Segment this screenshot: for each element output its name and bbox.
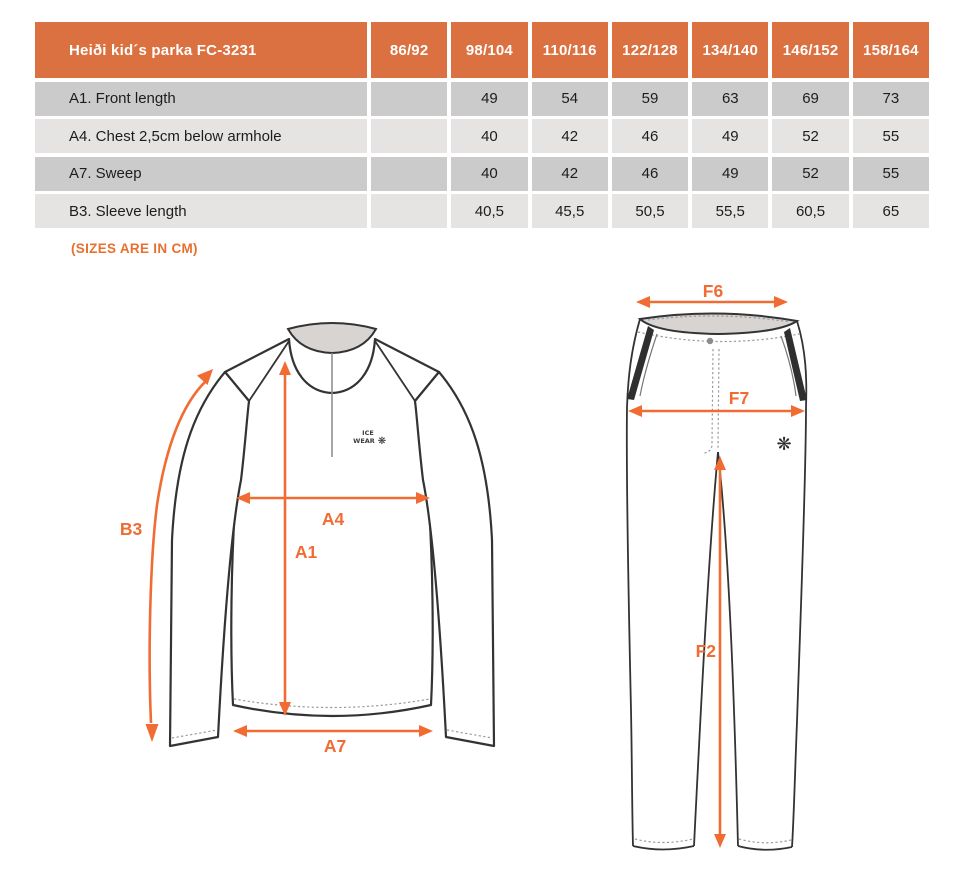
size-col-header: 110/116 bbox=[532, 22, 608, 78]
size-col-header: 86/92 bbox=[371, 22, 447, 78]
size-col-header: 134/140 bbox=[692, 22, 768, 78]
table-cell: 60,5 bbox=[772, 194, 848, 228]
size-col-header: 146/152 bbox=[772, 22, 848, 78]
table-cell: 52 bbox=[772, 119, 848, 153]
size-col-header: 98/104 bbox=[451, 22, 527, 78]
table-cell: 46 bbox=[612, 119, 688, 153]
row-label: A4. Chest 2,5cm below armhole bbox=[35, 119, 367, 153]
a7-label: A7 bbox=[323, 736, 347, 756]
pants-drawing bbox=[627, 281, 807, 850]
row-label: B3. Sleeve length bbox=[35, 194, 367, 228]
table-cell: 42 bbox=[532, 157, 608, 191]
table-cell: 63 bbox=[692, 82, 768, 116]
table-cell: 69 bbox=[772, 82, 848, 116]
table-cell: 65 bbox=[853, 194, 929, 228]
table-cell: 49 bbox=[451, 82, 527, 116]
collar-opening bbox=[288, 323, 376, 353]
f6-label: F6 bbox=[702, 281, 724, 301]
pants-snowflake-icon: ❋ bbox=[776, 434, 792, 455]
shirt-logo-text-bottom: WEAR bbox=[353, 437, 375, 445]
pants-hem-stitch-right bbox=[739, 839, 791, 843]
row-label: A1. Front length bbox=[35, 82, 367, 116]
size-col-header: 122/128 bbox=[612, 22, 688, 78]
table-cell: 54 bbox=[532, 82, 608, 116]
table-cell: 55 bbox=[853, 157, 929, 191]
pants-hem-right bbox=[738, 846, 792, 850]
b3-label: B3 bbox=[119, 519, 143, 539]
table-cell: 52 bbox=[772, 157, 848, 191]
shirt-logo-text-top: ICE bbox=[362, 429, 374, 437]
units-note: (SIZES ARE IN CM) bbox=[71, 241, 198, 256]
f2-label: F2 bbox=[695, 641, 716, 661]
table-cell: 46 bbox=[612, 157, 688, 191]
product-title: Heiði kid´s parka FC-3231 bbox=[35, 22, 367, 78]
a4-label: A4 bbox=[321, 509, 345, 529]
shirt-logo-snowflake-icon: ❋ bbox=[377, 436, 387, 447]
a1-label: A1 bbox=[294, 542, 318, 562]
table-cell: 49 bbox=[692, 119, 768, 153]
table-cell: 73 bbox=[853, 82, 929, 116]
pants-hem-stitch-left bbox=[635, 839, 693, 843]
f7-label: F7 bbox=[728, 388, 750, 408]
fly-stitch-right bbox=[718, 349, 719, 448]
size-col-header: 158/164 bbox=[853, 22, 929, 78]
table-cell: 55 bbox=[853, 119, 929, 153]
table-cell: 45,5 bbox=[532, 194, 608, 228]
table-cell: 49 bbox=[692, 157, 768, 191]
shirt-drawing bbox=[120, 323, 494, 756]
table-cell: 55,5 bbox=[692, 194, 768, 228]
f7-arrow bbox=[628, 405, 805, 417]
waist-button bbox=[707, 338, 713, 344]
table-cell: 59 bbox=[612, 82, 688, 116]
pants-hem-left bbox=[633, 846, 694, 850]
table-cell: 40 bbox=[451, 157, 527, 191]
table-cell: 50,5 bbox=[612, 194, 688, 228]
table-cell: 40 bbox=[451, 119, 527, 153]
fly-stitch-left bbox=[704, 349, 713, 453]
table-cell: 40,5 bbox=[451, 194, 527, 228]
table-cell: 42 bbox=[532, 119, 608, 153]
row-label: A7. Sweep bbox=[35, 157, 367, 191]
